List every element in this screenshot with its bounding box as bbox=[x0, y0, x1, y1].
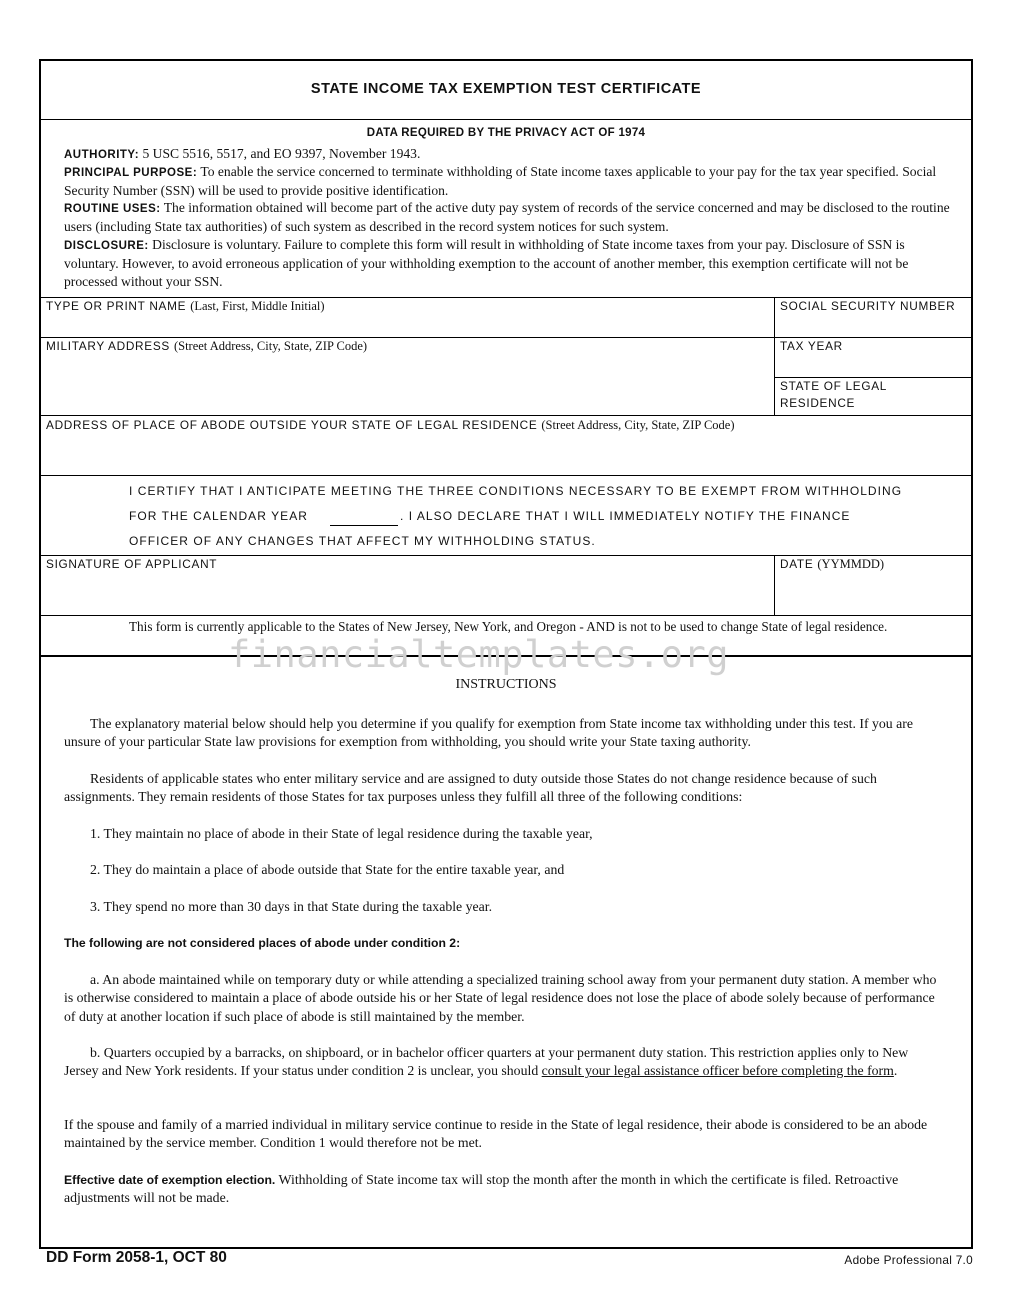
instructions-title: INSTRUCTIONS bbox=[455, 677, 557, 692]
legal-residence-label: STATE OF LEGAL RESIDENCE bbox=[780, 379, 887, 410]
exception-text: b. Quarters occupied by a barracks, on shipboard, or in bachelor officer quarters at your permanent duty station. This restriction applies only to New Jersey and New York residents. If your status under condition 2 is unclear, you should bbox=[64, 1045, 909, 1079]
divider bbox=[41, 615, 971, 616]
not-abode-heading bbox=[64, 934, 944, 952]
name-field[interactable] bbox=[46, 299, 325, 314]
effective-date-paragraph bbox=[64, 1171, 944, 1208]
ssn-field[interactable] bbox=[780, 299, 955, 313]
divider bbox=[41, 337, 971, 338]
ssn-label: SOCIAL SECURITY NUMBER bbox=[780, 299, 956, 313]
instructions-paragraph-1 bbox=[64, 715, 944, 752]
routine-uses-label: ROUTINE USES: bbox=[64, 203, 161, 215]
effective-date-text: Withholding of State income tax will stop the month after the month in which the certificate is filed. Retroactive adjustments will not be made. bbox=[64, 1172, 899, 1206]
routine-uses-paragraph bbox=[64, 199, 954, 236]
condition-text: 1. They maintain no place of abode in their State of legal residence during the taxable year, bbox=[90, 826, 593, 841]
producer-label: Adobe Professional 7.0 bbox=[844, 1253, 973, 1267]
applicability-note: This form is currently applicable to the States of New Jersey, New York, and Oregon - AND is not to be used to change State of legal residence. bbox=[129, 619, 888, 634]
exception-b bbox=[64, 1044, 944, 1081]
military-address-field[interactable] bbox=[46, 339, 367, 354]
effective-date-label: Effective date of exemption election. bbox=[64, 1173, 276, 1187]
divider bbox=[41, 415, 971, 416]
authority-label: AUTHORITY: bbox=[64, 149, 140, 161]
certification-line-2 bbox=[129, 509, 850, 526]
signature-label: SIGNATURE OF APPLICANT bbox=[46, 557, 218, 571]
exception-text: a. An abode maintained while on temporary duty or while attending a specialized training school away from your permanent duty station. A member who is otherwise considered to maintain a place of abode outside his or her State of legal residence does not lose the place of abode solely because of performance of duty at another location if such place of abode is still maintained by the member. bbox=[64, 972, 937, 1024]
legal-residence-field[interactable] bbox=[780, 378, 910, 411]
paragraph-text: Residents of applicable states who enter military service and are assigned to duty outside those States do not change residence because of such assignments. They remain residents of those States for tax purposes unless they fulfill all three of the following conditions: bbox=[64, 771, 877, 805]
authority-text: 5 USC 5516, 5517, and EO 9397, November 1943. bbox=[142, 146, 421, 161]
date-label: DATE bbox=[780, 557, 814, 571]
column-divider bbox=[774, 555, 775, 615]
legal-assistance-note: consult your legal assistance officer before completing the form bbox=[541, 1063, 894, 1079]
date-hint: (YYMMDD) bbox=[817, 557, 885, 571]
certification-line-3: OFFICER OF ANY CHANGES THAT AFFECT MY WITHHOLDING STATUS. bbox=[129, 534, 596, 548]
abode-address-label: ADDRESS OF PLACE OF ABODE OUTSIDE YOUR STATE OF LEGAL RESIDENCE bbox=[46, 418, 538, 432]
calendar-year-input[interactable] bbox=[330, 511, 398, 526]
disclosure-label: DISCLOSURE: bbox=[64, 240, 149, 252]
abode-address-hint: (Street Address, City, State, ZIP Code) bbox=[541, 418, 735, 432]
disclosure-text: Disclosure is voluntary. Failure to complete this form will result in withholding of State income taxes from your pay. Disclosure of SSN is voluntary. However, to avoid erroneous application of your withholding exemption to the account of another member, this exemption certificate will not be processed without your SSN. bbox=[64, 237, 909, 290]
instructions-paragraph-2 bbox=[64, 770, 944, 807]
condition-2 bbox=[64, 861, 944, 879]
exception-a bbox=[64, 971, 944, 1026]
abode-address-field[interactable] bbox=[46, 418, 735, 433]
column-divider bbox=[774, 297, 775, 415]
routine-uses-text: The information obtained will become part of the active duty pay system of records of the service concerned and may be disclosed to the routine users (including State tax authorities) of such system as described in the record system notices for such system. bbox=[64, 200, 950, 235]
paragraph-text: The explanatory material below should help you determine if you qualify for exemption from State income tax withholding under this test. If you are unsure of your particular State law provisions for exemption from withholding, you should write your State taxing authority. bbox=[64, 716, 913, 750]
paragraph-text: If the spouse and family of a married individual in military service continue to reside in the State of legal residence, their abode is considered to be an abode maintained by the service member. Condition 1 would therefore not be met. bbox=[64, 1117, 928, 1151]
divider bbox=[41, 555, 971, 556]
exception-text-end: . bbox=[893, 1063, 898, 1079]
name-label: TYPE OR PRINT NAME bbox=[46, 299, 187, 313]
signature-field[interactable] bbox=[46, 557, 217, 571]
condition-text: 3. They spend no more than 30 days in that State during the taxable year. bbox=[90, 899, 493, 914]
certification-declaration: . I ALSO DECLARE THAT I WILL IMMEDIATELY NOTIFY THE FINANCE bbox=[399, 509, 851, 523]
tax-year-label: TAX YEAR bbox=[780, 339, 843, 353]
authority-paragraph bbox=[64, 145, 954, 164]
watermark: financialtemplates.org bbox=[228, 633, 730, 676]
form-number: DD Form 2058-1, OCT 80 bbox=[46, 1249, 227, 1266]
military-address-label: MILITARY ADDRESS bbox=[46, 339, 170, 353]
purpose-text: To enable the service concerned to terminate withholding of State income taxes applicable to your pay for the tax year specified. Social Security Number (SSN) will be used to provide positive identification. bbox=[64, 164, 937, 199]
purpose-paragraph bbox=[64, 163, 954, 200]
date-field[interactable] bbox=[780, 557, 884, 572]
military-address-hint: (Street Address, City, State, ZIP Code) bbox=[173, 339, 368, 353]
disclosure-paragraph bbox=[64, 236, 954, 292]
divider bbox=[41, 297, 971, 298]
certification-year-label: FOR THE CALENDAR YEAR bbox=[129, 509, 308, 523]
condition-3 bbox=[64, 898, 944, 916]
divider bbox=[41, 475, 971, 476]
tax-year-field[interactable] bbox=[780, 339, 843, 353]
not-abode-heading-text: The following are not considered places of abode under condition 2: bbox=[64, 936, 461, 950]
divider bbox=[41, 119, 971, 120]
name-hint: (Last, First, Middle Initial) bbox=[190, 299, 325, 313]
certification-line-1: I CERTIFY THAT I ANTICIPATE MEETING THE THREE CONDITIONS NECESSARY TO BE EXEMPT FROM WITHHOLDING bbox=[129, 484, 903, 498]
condition-text: 2. They do maintain a place of abode outside that State for the entire taxable year, and bbox=[90, 862, 565, 877]
spouse-paragraph bbox=[64, 1116, 944, 1153]
purpose-label: PRINCIPAL PURPOSE: bbox=[64, 167, 198, 179]
form-title: STATE INCOME TAX EXEMPTION TEST CERTIFICATE bbox=[310, 81, 702, 97]
condition-1 bbox=[64, 825, 944, 843]
privacy-act-heading: DATA REQUIRED BY THE PRIVACY ACT OF 1974 bbox=[366, 127, 646, 139]
